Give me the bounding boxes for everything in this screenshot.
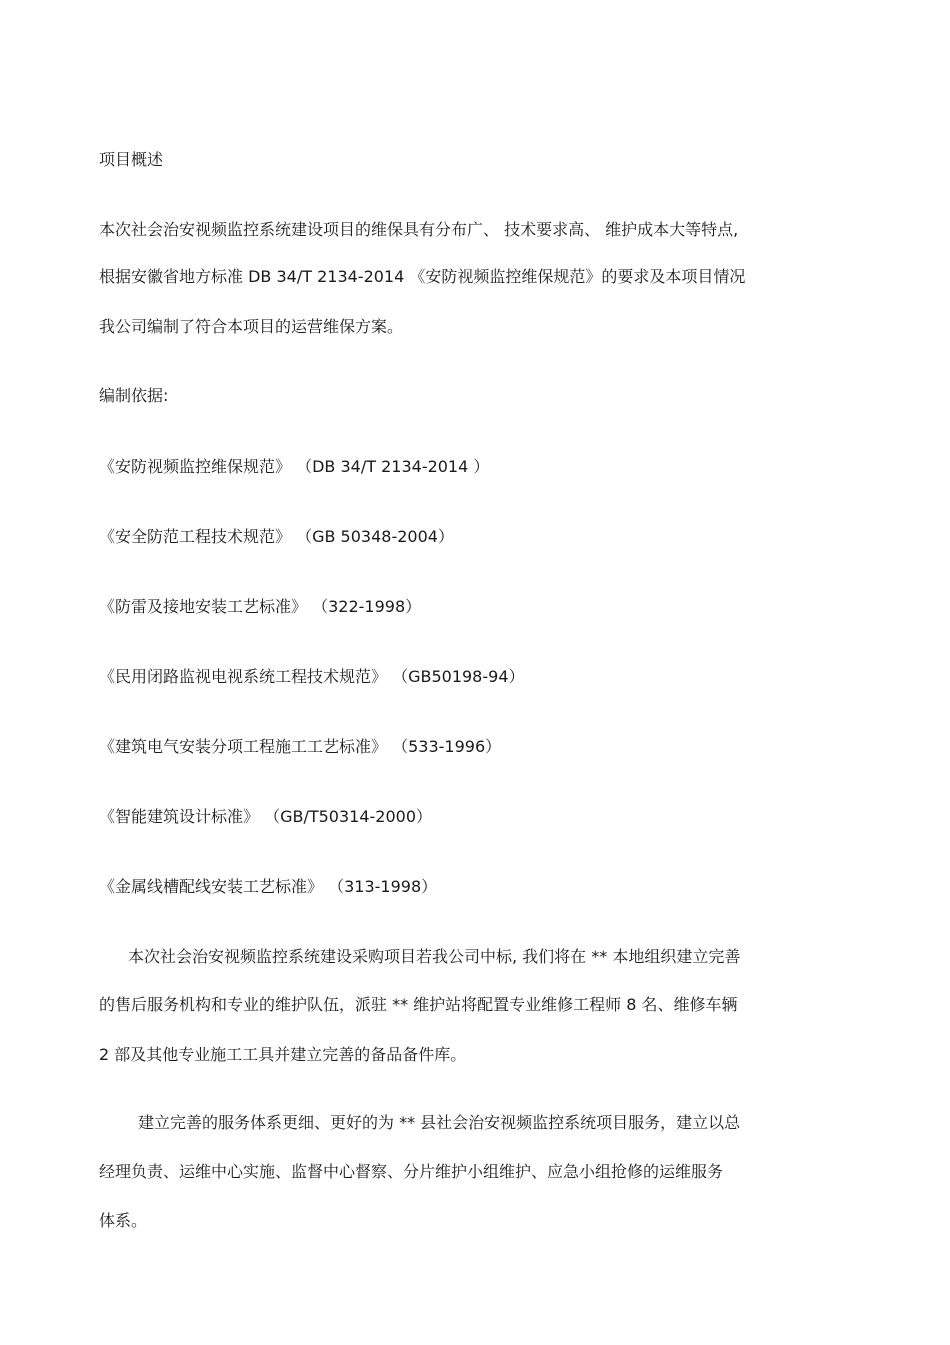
standard-item: 《防雷及接地安装工艺标准》 （322-1998） [99, 597, 422, 616]
paragraph2-line-2: 经理负责、运维中心实施、监督中心督察、分片维护小组维护、应急小组抢修的运维服务 [99, 1162, 724, 1181]
paragraph1-line-1: 本次社会治安视频监控系统建设采购项目若我公司中标, 我们将在 ** 本地组织建立完善 [128, 947, 741, 966]
section-heading: 项目概述 [99, 150, 164, 169]
standard-item: 《智能建筑设计标准》 （GB/T50314-2000） [99, 807, 433, 826]
paragraph1-line-2: 的售后服务机构和专业的维护队伍，派驻 ** 维护站将配置专业维修工程师 8 名、维修车辆 [99, 995, 738, 1014]
paragraph2-line-1: 建立完善的服务体系更细、更好的为 ** 县社会治安视频监控系统项目服务，建立以总 [138, 1113, 741, 1132]
standard-item: 《安防视频监控维保规范》 （DB 34/T 2134-2014 ） [99, 457, 490, 476]
basis-label: 编制依据: [99, 386, 169, 405]
intro-line-2: 根据安徽省地方标准 DB 34/T 2134-2014 《安防视频监控维保规范》的要求及本项目情况 [99, 267, 746, 286]
paragraph1-line-3: 2 部及其他专业施工工具并建立完善的备品备件库。 [99, 1045, 467, 1064]
standard-item: 《金属线槽配线安装工艺标准》 （313-1998） [99, 877, 438, 896]
intro-line-1: 本次社会治安视频监控系统建设项目的维保具有分布广、 技术要求高、 维护成本大等特点, [99, 220, 739, 239]
standard-item: 《民用闭路监视电视系统工程技术规范》 （GB50198-94） [99, 667, 525, 686]
intro-line-3: 我公司编制了符合本项目的运营维保方案。 [99, 317, 404, 336]
standard-item: 《安全防范工程技术规范》 （GB 50348-2004） [99, 527, 454, 546]
paragraph2-line-3: 体系。 [99, 1211, 148, 1230]
standard-item: 《建筑电气安装分项工程施工工艺标准》 （533-1996） [99, 737, 502, 756]
